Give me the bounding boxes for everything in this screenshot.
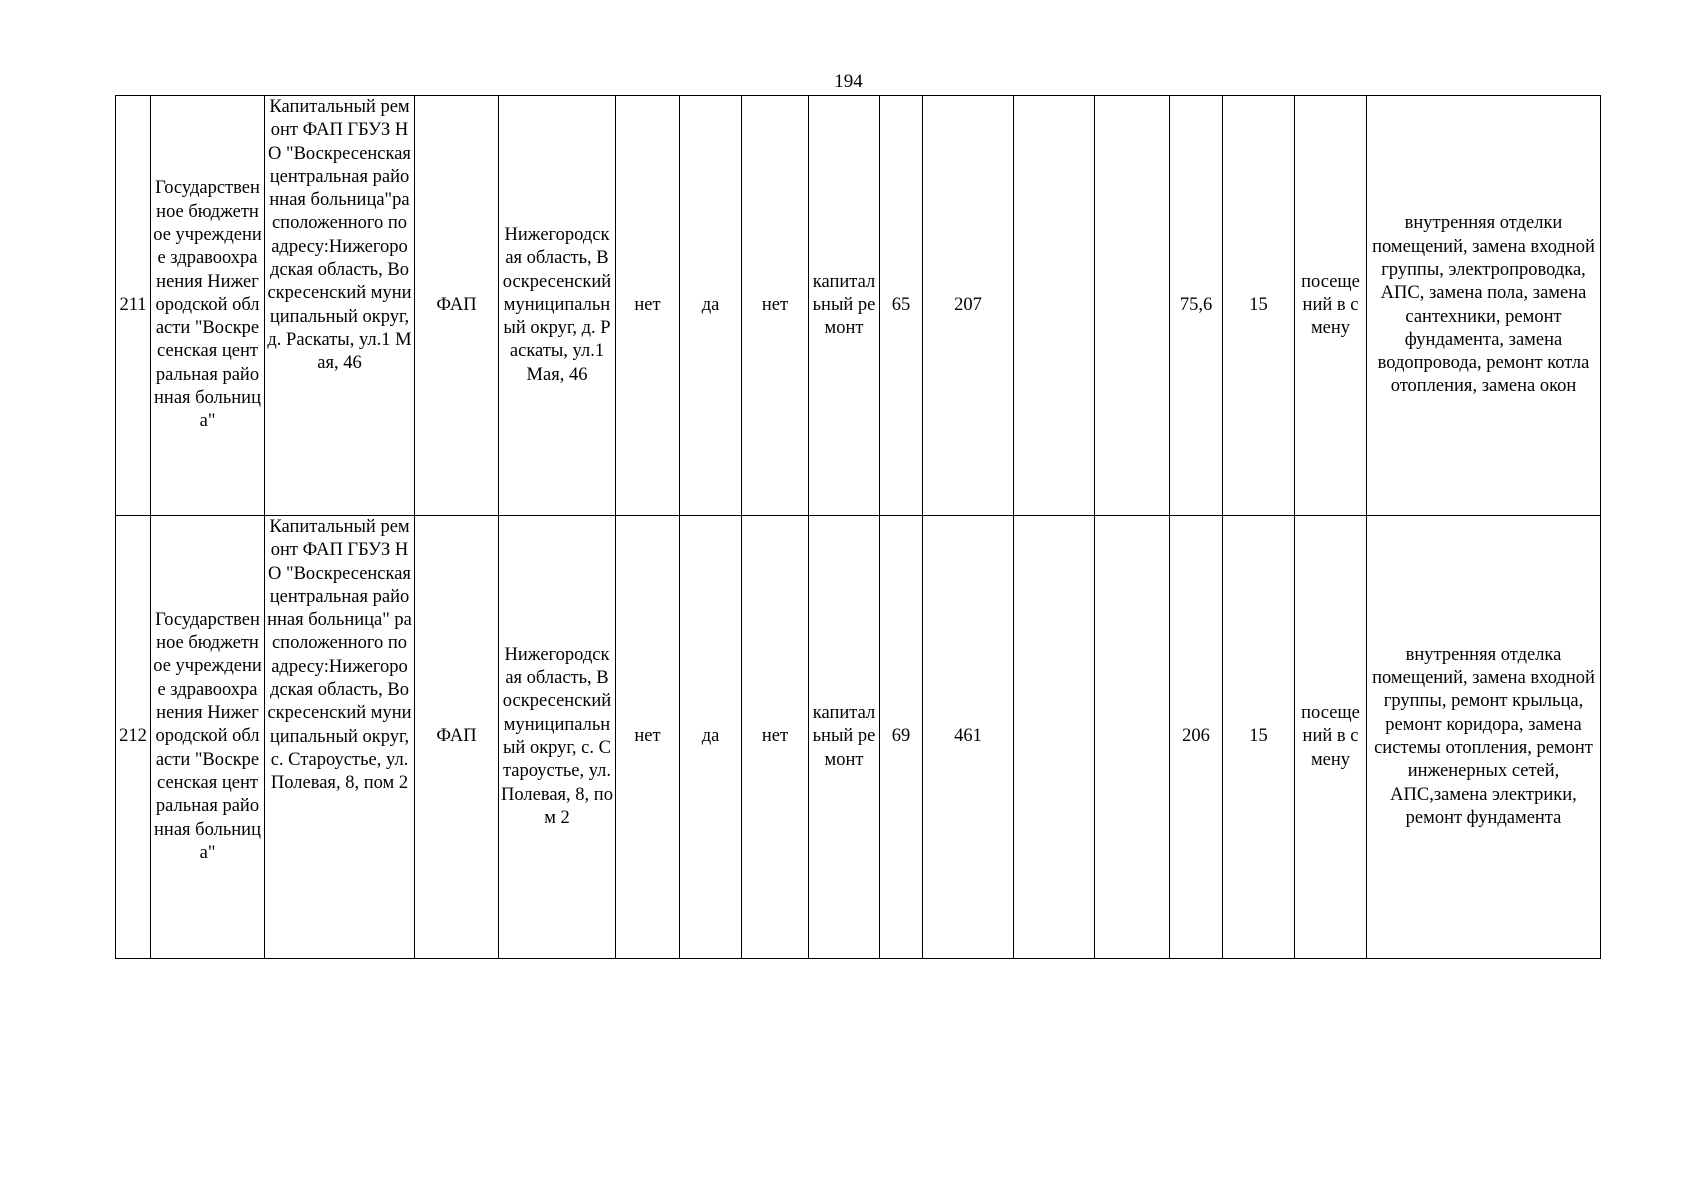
capacity-cell: 15 (1223, 516, 1295, 959)
object-name-cell: Капитальный ремонт ФАП ГБУЗ НО "Воскресенская центральная районная больница" расположенного по адресу:Нижегородская область, Воскресенский муниципальный округ, с. Староустье, ул.Полевая, 8, пом 2 (265, 516, 415, 959)
unit-cell: посещений в смену (1295, 96, 1367, 516)
flag-cell-3: нет (742, 96, 809, 516)
works-cell: внутренняя отделки помещений, замена входной группы, электропроводка, АПС, замена пола, замена сантехники, ремонт фундамента, замена водопровода, ремонт котла отопления, замена окон (1367, 96, 1601, 516)
object-type-cell: ФАП (415, 516, 499, 959)
object-name-cell: Капитальный ремонт ФАП ГБУЗ НО "Воскресенская центральная районная больница"расположенного по адресу:Нижегородская область, Воскресенский муниципальный округ, д. Раскаты, ул.1 Мая, 46 (265, 96, 415, 516)
customer-cell: Государственное бюджетное учреждение здравоохранения Нижегородской области "Воскресенская центральная районная больница" (151, 96, 265, 516)
table-row (116, 516, 1601, 959)
work-type-cell: капитальный ремонт (809, 96, 880, 516)
empty-cell-2 (1095, 96, 1170, 516)
unit-cell: посещений в смену (1295, 516, 1367, 959)
empty-cell-1 (1014, 516, 1095, 959)
flag-cell-1: нет (616, 516, 680, 959)
capacity-cell: 15 (1223, 96, 1295, 516)
address-cell: Нижегородская область, Воскресенский муниципальный округ, д. Раскаты, ул.1 Мая, 46 (499, 96, 616, 516)
area-cell: 207 (923, 96, 1014, 516)
page-number: 194 (834, 71, 863, 92)
works-cell: внутренняя отделка помещений, замена входной группы, ремонт крыльца, ремонт коридора, замена системы отопления, ремонт инженерных сетей, АПС,замена электрики, ремонт фундамента (1367, 516, 1601, 959)
object-type-cell: ФАП (415, 96, 499, 516)
registry-table (115, 95, 1601, 959)
empty-cell-2 (1095, 516, 1170, 959)
customer-cell: Государственное бюджетное учреждение здравоохранения Нижегородской области "Воскресенская центральная районная больница" (151, 516, 265, 959)
flag-cell-2: да (680, 516, 742, 959)
work-type-cell: капитальный ремонт (809, 516, 880, 959)
year-cell: 65 (880, 96, 923, 516)
empty-cell-1 (1014, 96, 1095, 516)
area-cell: 461 (923, 516, 1014, 959)
value-cell: 206 (1170, 516, 1223, 959)
year-cell: 69 (880, 516, 923, 959)
flag-cell-2: да (680, 96, 742, 516)
flag-cell-1: нет (616, 96, 680, 516)
table-row (116, 96, 1601, 516)
row-number: 211 (116, 96, 151, 516)
row-number: 212 (116, 516, 151, 959)
value-cell: 75,6 (1170, 96, 1223, 516)
flag-cell-3: нет (742, 516, 809, 959)
address-cell: Нижегородская область, Воскресенский муниципальный округ, с. Староустье, ул.Полевая, 8, пом 2 (499, 516, 616, 959)
